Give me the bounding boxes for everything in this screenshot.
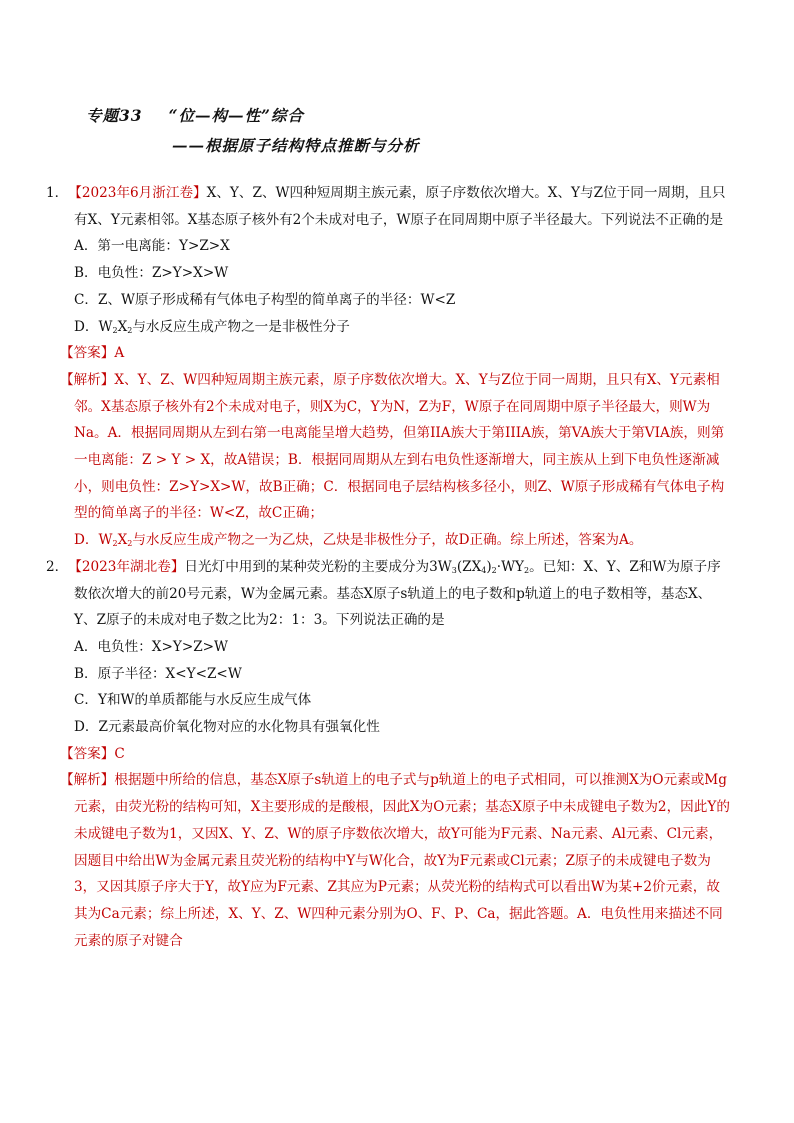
question-source: 【2023年湖北卷】 — [68, 558, 185, 575]
option-c: C．Y和W的单质都能与水反应生成气体 — [74, 692, 312, 709]
question-2-stem — [46, 554, 730, 634]
title-text: “位—构—性”综合 — [168, 106, 304, 125]
option-b: B．电负性：Z>Y>X>W — [74, 265, 229, 282]
question-source: 【2023年6月浙江卷】 — [68, 185, 207, 201]
option-a: A．第一电离能：Y>Z>X — [74, 238, 230, 255]
question-1-stem — [46, 180, 730, 233]
answer-value: C — [114, 745, 125, 762]
question-text-c: ) — [486, 558, 492, 575]
answer-value: A — [114, 345, 125, 362]
answer-label: 【答案】 — [60, 745, 115, 762]
page-title — [86, 104, 304, 126]
explanation-d-suffix: 与水反应生成产物之一为乙炔，乙炔是非极性分子，故D正确。综上所述，答案为A。 — [132, 532, 643, 549]
subscript: 2 — [491, 565, 497, 575]
subscript: 2 — [112, 325, 118, 335]
question-number: 1． — [46, 185, 69, 201]
option-d-prefix: D．W — [74, 318, 113, 335]
subscript: 3 — [451, 565, 457, 575]
option-b: B．原子半径：X<Y<Z<W — [74, 665, 242, 682]
question-text-d: ·WY — [496, 558, 525, 575]
question-text-b: (ZX — [456, 558, 482, 575]
explanation — [60, 767, 730, 954]
option-a: A．电负性：X>Y>Z>W — [74, 638, 229, 655]
question-2 — [46, 554, 730, 955]
option-d-mid: X — [117, 318, 128, 335]
page-subtitle: ——根据原子结构特点推断与分析 — [172, 136, 420, 155]
explanation-d-prefix: D．W — [74, 532, 113, 549]
option-c: C．Z、W原子形成稀有气体电子构型的简单离子的半径：W<Z — [74, 291, 456, 308]
explanation-d-mid: X — [117, 532, 128, 549]
option-d: D．Z元素最高价氧化物对应的水化物具有强氧化性 — [74, 719, 380, 736]
option-d — [60, 314, 730, 341]
question-text-a: 日光灯中用到的某种荧光粉的主要成分为3W — [184, 558, 452, 575]
answer-line — [60, 340, 730, 367]
answer-line — [60, 741, 730, 768]
subscript: 2 — [112, 539, 118, 549]
subscript: 2 — [524, 565, 530, 575]
explanation-label: 【解析】 — [60, 371, 115, 388]
option-d-suffix: 与水反应生成产物之一是非极性分子 — [132, 318, 350, 335]
subscript: 2 — [127, 325, 133, 335]
title-number: 专题33 — [86, 106, 143, 125]
question-text: X、Y、Z、W四种短周期主族元素，原子序数依次增大。X、Y与Z位于同一周期，且只有X、Y元素相邻。X基态原子核外有2个未成对电子，W原子在同周期中原子半径最大。下列说法不正确的是 — [74, 185, 726, 228]
explanation-text: X、Y、Z、W四种短周期主族元素，原子序数依次增大。X、Y与Z位于同一周期，且只有X、Y元素相邻。X基态原子核外有2个未成对电子，则X为C，Y为N，Z为F，W原子在同周期中原子半径最大，则W为Na。A．根据同周期从左到右第一电离能呈增大趋势，但第IIA族大于第IIIA族，第VA族大于第VIA族，则第一电离能：Z > Y > X，故A错误；B．根据同周期从左到右电负性逐渐增大，同主族从上到下电负性逐渐减小，则电负性：Z>Y>X>W，故B正确；C．根据同电子层结构核多径小，则Z、W原子形成稀有气体电子构型的简单离子的半径：W<Z，故C正确； — [74, 371, 725, 522]
document-body — [46, 180, 730, 954]
question-number: 2． — [46, 558, 69, 575]
answer-label: 【答案】 — [60, 345, 115, 362]
explanation-text: 根据题中所给的信息，基态X原子s轨道上的电子式与p轨道上的电子式相同，可以推测X为O元素或Mg元素，由荧光粉的结构可知，X主要形成的是酸根，因此X为O元素；基态X原子中未成键电子数为2，因此Y的未成键电子数为1，又因X、Y、Z、W的原子序数依次增大，故Y可能为F元素、Na元素、Al元素、Cl元素，因题目中给出W为金属元素且荧光粉的结构中Y与W化合，故Y为F元素或Cl元素；Z原子的未成键电子数为3，又因其原子序大于Y，故Y应为F元素、Z其应为P元素；从荧光粉的结构式可以看出W为某+2价元素，故其为Ca元素；综上所述，X、Y、Z、W四种元素分别为O、F、P、Ca，据此答题。A．电负性用来描述不同元素的原子对键合 — [74, 772, 730, 949]
question-text-e: 。已知：X、Y、Z和W为原子序数依次增大的前20号元素，W为金属元素。基态X原子s轨道上的电子数和p轨道上的电子数相等，基态X、Y、Z原子的未成对电子数之比为2：1：3。下列说法正确的是 — [74, 558, 721, 629]
explanation — [60, 367, 730, 554]
subscript: 2 — [127, 539, 133, 549]
question-1 — [46, 180, 730, 554]
explanation-label: 【解析】 — [60, 772, 115, 789]
subscript: 4 — [481, 565, 487, 575]
